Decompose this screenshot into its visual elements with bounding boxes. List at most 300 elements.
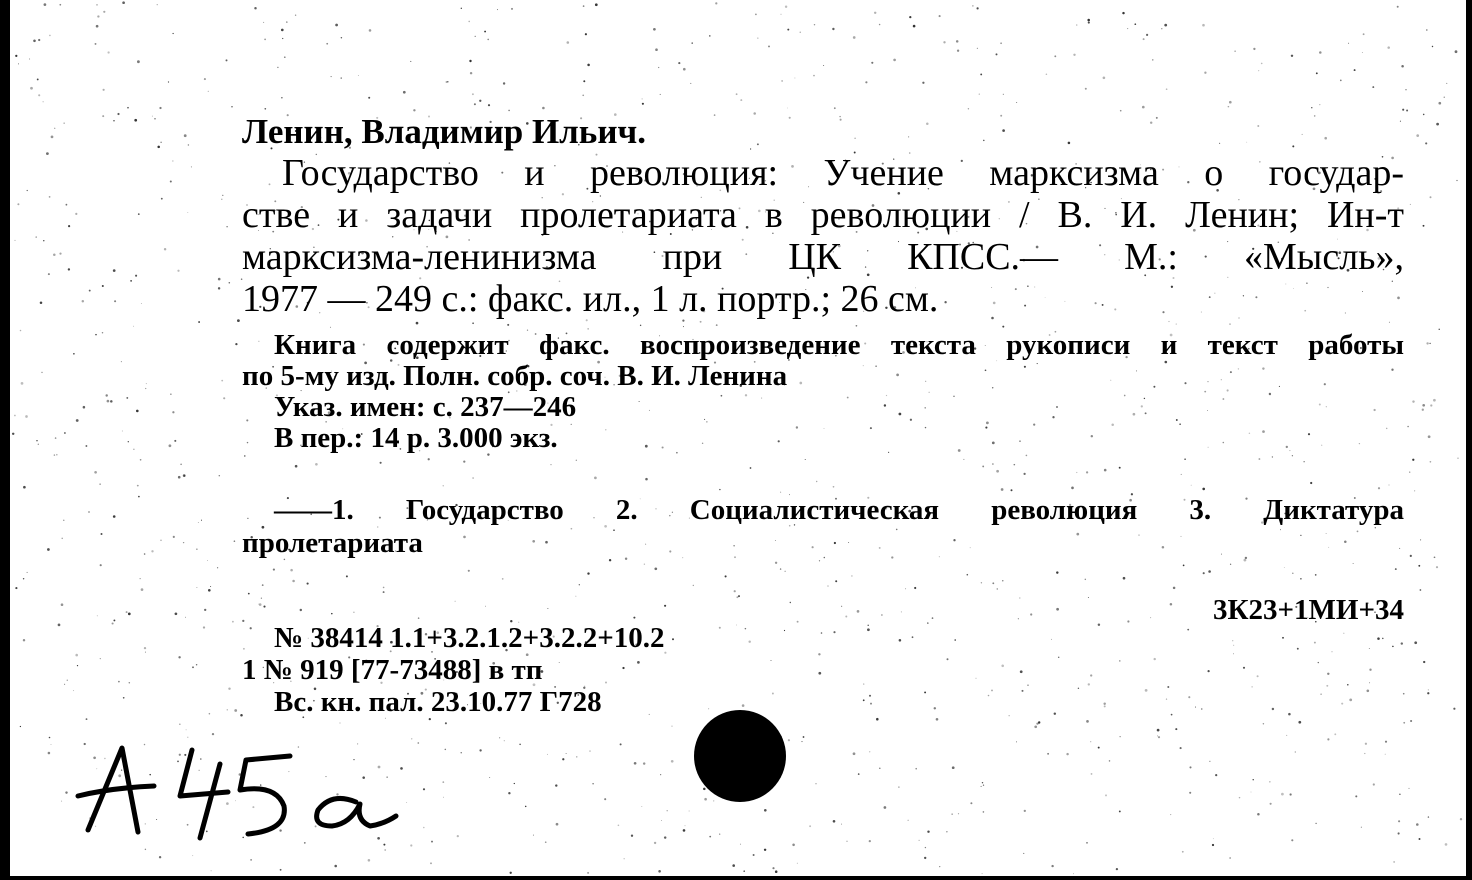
noise-speck [821, 632, 823, 634]
registration-numbers [242, 622, 664, 718]
noise-speck [228, 687, 230, 689]
noise-speck [1423, 661, 1425, 663]
author-heading: Ленин, Владимир Ильич. [242, 112, 646, 151]
noise-speck [1414, 641, 1417, 644]
noise-speck [475, 36, 476, 37]
noise-speck [1354, 69, 1356, 71]
noise-speck [1428, 689, 1429, 690]
noise-speck [1349, 699, 1352, 702]
noise-speck [204, 609, 206, 611]
noise-speck [105, 394, 107, 396]
noise-speck [1420, 589, 1422, 591]
noise-speck [997, 588, 998, 589]
noise-speck [551, 464, 552, 465]
noise-speck [100, 564, 102, 566]
noise-speck [1182, 851, 1184, 853]
noise-speck [261, 598, 262, 599]
noise-speck [226, 59, 228, 61]
noise-speck [631, 835, 633, 837]
noise-speck [59, 253, 61, 255]
noise-speck [1430, 404, 1432, 406]
noise-speck [133, 326, 134, 327]
noise-speck [1403, 693, 1405, 695]
noise-speck [99, 483, 100, 484]
noise-speck [1460, 818, 1462, 820]
noise-speck [1233, 653, 1234, 654]
noise-speck [1204, 72, 1206, 74]
noise-speck [704, 798, 707, 801]
noise-speck [151, 550, 153, 552]
noise-speck [1202, 488, 1205, 491]
noise-speck [128, 441, 129, 442]
noise-speck [1009, 715, 1010, 716]
noise-speck [335, 24, 338, 27]
noise-speck [172, 161, 173, 162]
noise-speck [1158, 736, 1160, 738]
noise-speck [841, 824, 842, 825]
noise-speck [122, 431, 123, 432]
noise-speck [683, 326, 684, 327]
noise-speck [107, 400, 110, 403]
noise-speck [196, 587, 197, 588]
noise-speck [1030, 613, 1032, 615]
noise-speck [210, 586, 211, 587]
noise-speck [54, 454, 55, 455]
noise-speck [20, 330, 22, 332]
noise-speck [172, 411, 174, 413]
noise-speck [23, 578, 24, 579]
noise-speck [187, 212, 188, 213]
noise-speck [417, 742, 419, 744]
noise-speck [976, 678, 977, 679]
noise-speck [1382, 638, 1384, 640]
noise-speck [12, 433, 14, 435]
noise-speck [813, 75, 815, 77]
noise-speck [853, 36, 856, 39]
noise-speck [1410, 204, 1411, 205]
noise-speck [1286, 735, 1287, 736]
noise-speck [38, 94, 40, 96]
noise-speck [592, 783, 593, 784]
noise-speck [103, 11, 105, 13]
noise-speck [1405, 89, 1406, 90]
noise-speck [43, 240, 44, 241]
noise-speck [814, 24, 815, 25]
noise-speck [307, 583, 309, 585]
noise-speck [68, 268, 70, 270]
noise-speck [1409, 788, 1410, 789]
noise-speck [1253, 48, 1255, 50]
noise-speck [170, 180, 172, 182]
noise-speck [290, 569, 293, 572]
noise-speck [1334, 733, 1336, 735]
noise-speck [235, 343, 237, 345]
title-line: Государство и революция: Учение марксизма о государ- [282, 152, 1404, 194]
noise-speck [1184, 458, 1186, 460]
noise-speck [1054, 712, 1056, 714]
noise-speck [25, 415, 28, 418]
noise-speck [1191, 485, 1192, 486]
noise-speck [1143, 38, 1145, 40]
noise-speck [14, 415, 16, 417]
noise-speck [533, 835, 534, 836]
noise-speck [750, 148, 751, 149]
noise-speck [123, 697, 125, 699]
noise-speck [146, 383, 147, 384]
noise-speck [67, 680, 68, 681]
noise-speck [748, 640, 750, 642]
noise-speck [595, 3, 598, 6]
noise-speck [27, 572, 28, 573]
noise-speck [1389, 485, 1390, 486]
noise-speck [1166, 88, 1168, 90]
noise-speck [73, 690, 74, 691]
noise-speck [1310, 482, 1312, 484]
noise-speck [423, 788, 425, 790]
noise-speck [996, 470, 999, 473]
noise-speck [1439, 329, 1440, 330]
noise-speck [1000, 42, 1002, 44]
noise-speck [863, 699, 865, 701]
noise-speck [264, 39, 266, 41]
noise-speck [138, 213, 140, 215]
noise-speck [908, 136, 909, 137]
noise-speck [644, 564, 645, 565]
noise-speck [208, 589, 211, 592]
noise-speck [927, 830, 929, 832]
noise-speck [1229, 857, 1230, 858]
noise-speck [203, 626, 205, 628]
noise-speck [832, 28, 834, 30]
noise-speck [455, 601, 456, 602]
noise-speck [545, 841, 547, 843]
noise-speck [805, 459, 806, 460]
noise-speck [51, 136, 54, 139]
noise-speck [73, 353, 75, 355]
noise-speck [1327, 738, 1329, 740]
noise-speck [655, 48, 658, 51]
noise-speck [207, 560, 208, 561]
noise-speck [484, 31, 486, 33]
noise-speck [21, 382, 24, 385]
noise-speck [876, 718, 879, 721]
noise-speck [1257, 813, 1260, 816]
noise-speck [1284, 567, 1285, 568]
noise-speck [851, 575, 852, 576]
noise-speck [368, 859, 371, 862]
noise-speck [140, 578, 141, 579]
noise-speck [223, 397, 225, 399]
noise-speck [1027, 684, 1029, 686]
noise-speck [273, 569, 275, 571]
noise-speck [853, 752, 856, 755]
noise-speck [1109, 760, 1111, 762]
noise-speck [934, 707, 936, 709]
noise-speck [145, 388, 146, 389]
noise-speck [326, 43, 328, 45]
subject-line: ——1. Государство 2. Социалистическая революция 3. Диктатура [274, 494, 1404, 526]
noise-speck [35, 236, 36, 237]
noise-speck [479, 100, 481, 102]
noise-speck [1420, 539, 1421, 540]
noise-speck [127, 107, 129, 109]
noise-speck [82, 300, 84, 302]
noise-speck [68, 225, 70, 227]
noise-speck [745, 628, 747, 630]
noise-speck [1389, 322, 1390, 323]
noise-speck [1047, 753, 1049, 755]
noise-speck [562, 758, 564, 760]
noise-speck [1291, 839, 1293, 841]
noise-speck [714, 114, 716, 116]
noise-speck [1090, 674, 1092, 676]
noise-speck [160, 540, 162, 542]
noise-speck [136, 410, 139, 413]
noise-speck [1170, 603, 1173, 606]
noise-speck [1119, 660, 1121, 662]
noise-speck [1402, 109, 1404, 111]
noise-speck [511, 8, 513, 10]
noise-speck [952, 766, 955, 769]
noise-speck [134, 119, 137, 122]
punch-hole [694, 710, 786, 802]
noise-speck [1051, 639, 1052, 640]
noise-speck [121, 361, 122, 362]
noise-speck [330, 327, 331, 328]
noise-speck [102, 115, 104, 117]
noise-speck [658, 67, 659, 68]
noise-speck [1076, 24, 1078, 26]
noise-speck [1142, 106, 1145, 109]
noise-speck [96, 4, 97, 5]
noise-speck [135, 275, 137, 277]
noise-speck [576, 460, 577, 461]
noise-speck [555, 784, 557, 786]
noise-speck [1183, 565, 1185, 567]
noise-speck [713, 800, 714, 801]
noise-speck [1298, 721, 1301, 724]
noise-speck [787, 108, 788, 109]
noise-speck [642, 103, 644, 105]
noise-speck [750, 467, 752, 469]
noise-speck [1372, 86, 1374, 88]
noise-speck [126, 611, 128, 613]
noise-speck [137, 60, 140, 63]
noise-speck [715, 2, 717, 4]
noise-speck [946, 831, 947, 832]
noise-speck [671, 760, 674, 763]
noise-speck [775, 562, 777, 564]
notes [242, 330, 1404, 454]
noise-speck [1272, 708, 1274, 710]
noise-speck [1073, 873, 1074, 874]
noise-speck [740, 844, 741, 845]
noise-speck [1453, 708, 1455, 710]
noise-speck [1373, 783, 1375, 785]
noise-speck [924, 691, 926, 693]
noise-speck [991, 689, 993, 691]
noise-speck [583, 80, 585, 82]
noise-speck [1446, 83, 1447, 84]
noise-speck [410, 61, 411, 62]
noise-speck [180, 463, 182, 465]
noise-speck [157, 146, 160, 149]
noise-speck [76, 419, 79, 422]
noise-speck [179, 724, 180, 725]
noise-speck [977, 48, 978, 49]
noise-speck [816, 481, 817, 482]
noise-speck [504, 740, 505, 741]
noise-speck [939, 15, 941, 17]
noise-speck [1073, 54, 1075, 56]
noise-speck [429, 718, 431, 720]
noise-speck [254, 7, 257, 10]
noise-speck [1086, 720, 1089, 723]
noise-speck [15, 55, 17, 57]
noise-speck [1116, 868, 1118, 870]
noise-speck [1434, 556, 1436, 558]
noise-speck [159, 856, 161, 858]
noise-speck [1363, 33, 1365, 35]
noise-speck [55, 437, 57, 439]
noise-speck [77, 665, 78, 666]
noise-speck [1088, 597, 1089, 598]
noise-speck [867, 628, 870, 631]
noise-speck [170, 394, 171, 395]
noise-speck [461, 752, 462, 753]
noise-speck [383, 591, 385, 593]
noise-speck [666, 810, 667, 811]
noise-speck [664, 605, 666, 607]
noise-speck [1412, 400, 1414, 402]
noise-speck [1393, 861, 1394, 862]
noise-speck [772, 867, 774, 869]
noise-speck [1288, 713, 1291, 716]
noise-speck [1088, 22, 1090, 24]
noise-speck [1416, 823, 1419, 826]
noise-speck [49, 737, 51, 739]
noise-speck [110, 400, 113, 403]
noise-speck [879, 767, 881, 769]
noise-speck [43, 101, 44, 102]
noise-speck [587, 572, 589, 574]
noise-speck [719, 627, 721, 629]
noise-speck [691, 42, 692, 43]
noise-speck [924, 857, 926, 859]
noise-speck [497, 9, 498, 10]
noise-speck [29, 59, 30, 60]
noise-speck [1444, 97, 1445, 98]
noise-speck [428, 458, 430, 460]
noise-speck [315, 463, 318, 466]
noise-speck [956, 40, 959, 43]
noise-speck [660, 94, 661, 95]
noise-speck [1403, 722, 1405, 724]
noise-speck [785, 571, 786, 572]
noise-speck [502, 578, 504, 580]
noise-speck [1422, 409, 1424, 411]
noise-speck [1026, 455, 1028, 457]
noise-speck [664, 836, 666, 838]
noise-speck [1410, 555, 1412, 557]
noise-speck [840, 119, 842, 121]
noise-speck [1104, 469, 1107, 472]
noise-speck [113, 269, 116, 272]
noise-speck [63, 520, 64, 521]
noise-speck [683, 829, 686, 832]
noise-speck [1150, 617, 1151, 618]
noise-speck [54, 128, 55, 129]
noise-speck [926, 122, 929, 125]
note-line: по 5-му изд. Полн. собр. соч. В. И. Ленина [242, 360, 788, 392]
noise-speck [231, 106, 232, 107]
noise-speck [1146, 34, 1148, 36]
noise-speck [803, 736, 805, 738]
number-line: № 38414 1.1+3.2.1.2+3.2.2+10.2 [274, 622, 665, 654]
noise-speck [1387, 46, 1390, 49]
noise-speck [341, 37, 342, 38]
noise-speck [898, 786, 899, 787]
noise-speck [161, 198, 163, 200]
noise-speck [37, 78, 39, 80]
noise-speck [113, 120, 114, 121]
noise-speck [909, 16, 911, 18]
note-line: В пер.: 14 р. 3.000 экз. [274, 422, 558, 454]
noise-speck [1251, 686, 1252, 687]
noise-speck [248, 593, 250, 595]
noise-speck [1427, 692, 1429, 694]
noise-speck [547, 608, 548, 609]
noise-speck [939, 866, 940, 867]
noise-speck [1246, 142, 1247, 143]
noise-speck [1018, 618, 1019, 619]
noise-speck [1229, 101, 1232, 104]
noise-speck [755, 14, 757, 16]
noise-speck [833, 486, 835, 488]
noise-speck [542, 107, 545, 110]
noise-speck [469, 60, 471, 62]
noise-speck [1000, 115, 1002, 117]
noise-speck [508, 792, 510, 794]
noise-speck [1257, 125, 1259, 127]
noise-speck [472, 322, 474, 324]
noise-speck [1071, 487, 1074, 490]
noise-speck [234, 709, 237, 712]
noise-speck [867, 625, 868, 626]
noise-speck [284, 56, 286, 58]
noise-speck [411, 738, 412, 739]
noise-speck [472, 477, 474, 479]
noise-speck [871, 62, 873, 64]
noise-speck [470, 72, 472, 74]
noise-speck [1319, 104, 1320, 105]
noise-speck [66, 204, 68, 206]
noise-speck [764, 809, 767, 812]
noise-speck [634, 762, 637, 765]
noise-speck [1016, 102, 1017, 103]
noise-speck [1366, 689, 1369, 692]
noise-speck [693, 585, 694, 586]
title-line: марксизма-ленинизма при ЦК КПСС.— М.: «Мысль», [242, 236, 1404, 278]
noise-speck [507, 324, 509, 326]
noise-speck [1326, 685, 1328, 687]
noise-speck [191, 166, 192, 167]
noise-speck [1392, 646, 1394, 648]
noise-speck [841, 606, 842, 607]
noise-speck [1157, 735, 1158, 736]
noise-speck [854, 137, 856, 139]
noise-speck [23, 486, 26, 489]
